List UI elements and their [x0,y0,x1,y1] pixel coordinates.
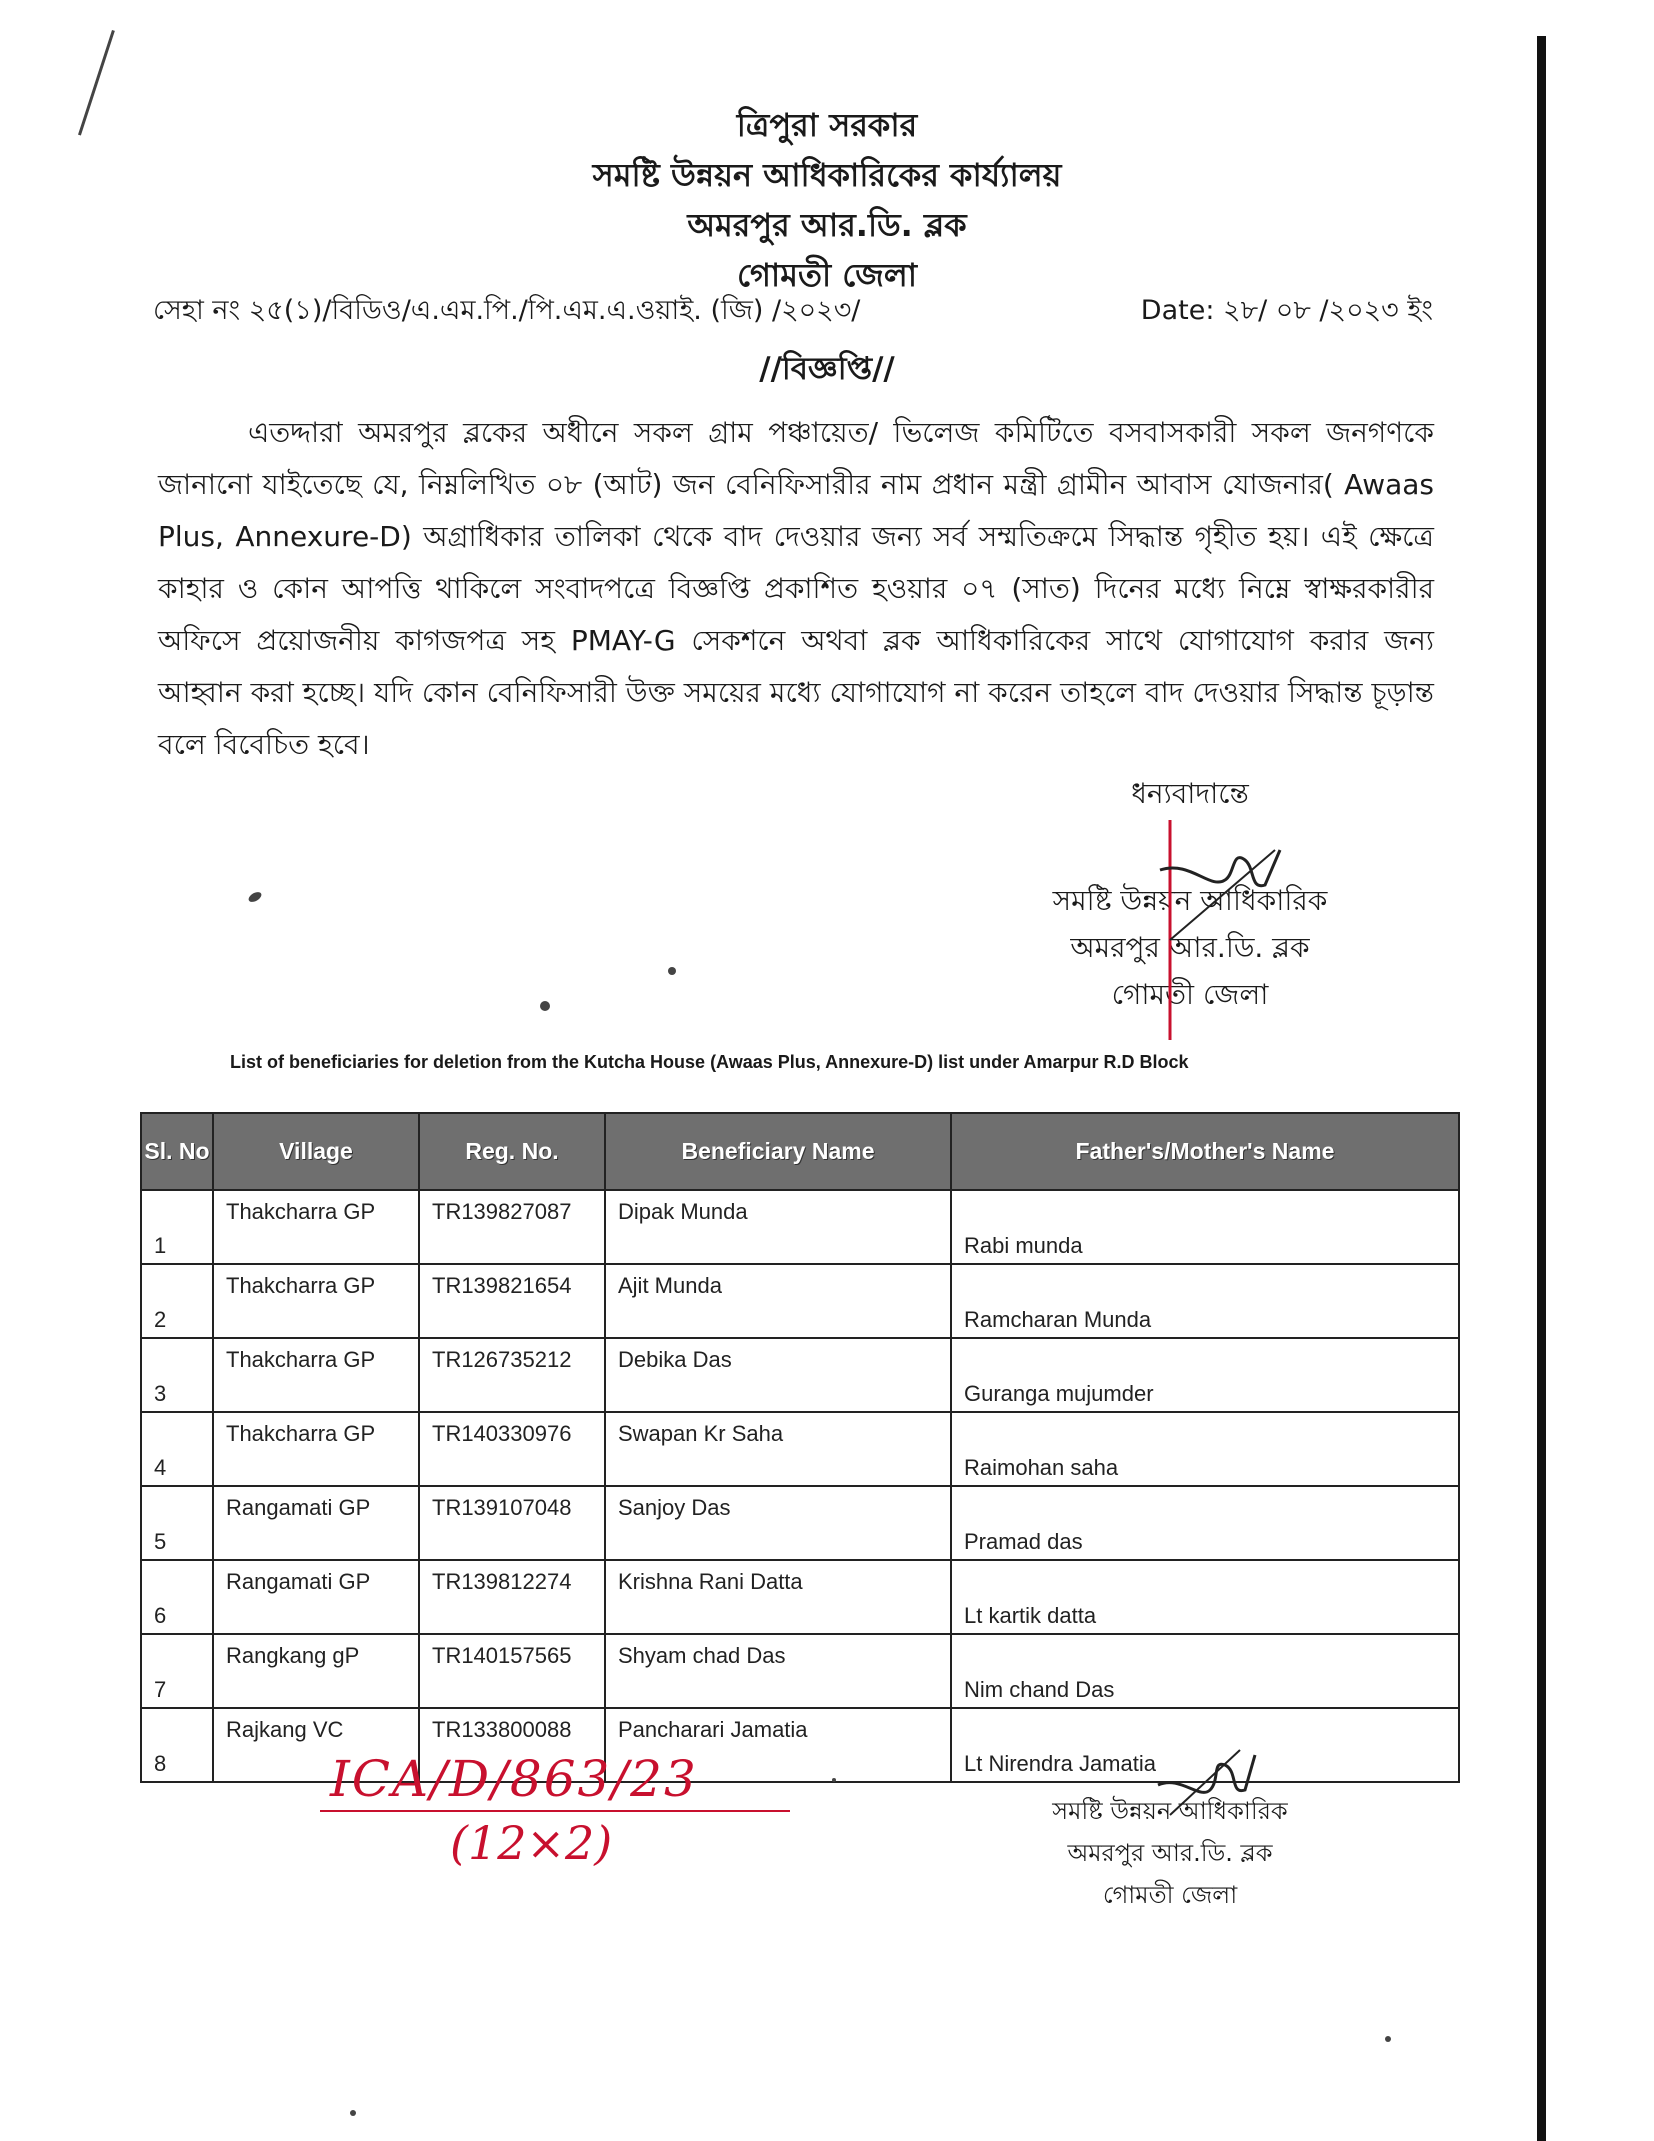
header-office: সমষ্টি উন্নয়ন আধিকারিকের কার্য্যালয় [592,156,1062,194]
signature-block-bottom [1020,1790,1320,1916]
col-beneficiary-name: Beneficiary Name [605,1113,951,1190]
thanks-text: ধন্যবাদান্তে [1131,777,1249,810]
cell-village: Thakcharra GP [213,1412,419,1486]
cell-parent: Guranga mujumder [951,1338,1459,1412]
table-row [141,1338,1459,1412]
table-row [141,1560,1459,1634]
table-row [141,1634,1459,1708]
cell-parent: Lt kartik datta [951,1560,1459,1634]
cell-reg: TR133800088 [419,1708,605,1782]
cell-name: Swapan Kr Saha [605,1412,951,1486]
cell-village: Thakcharra GP [213,1264,419,1338]
signatory-title: সমষ্টি উন্নয়ন আধিকারিক [1052,884,1328,917]
signatory-district: গোমতী জেলা [1111,978,1269,1011]
scan-speck [668,967,676,975]
handwritten-file-number [330,1750,790,1870]
scan-speck [1385,2036,1391,2042]
cell-parent: Raimohan saha [951,1412,1459,1486]
cell-sl: 4 [141,1412,213,1486]
cell-name: Sanjoy Das [605,1486,951,1560]
beneficiary-table [140,1112,1460,1783]
scan-speck [832,1778,836,1782]
table-row [141,1190,1459,1264]
col-village: Village [213,1113,419,1190]
cell-reg: TR140157565 [419,1634,605,1708]
signatory-office: অমরপুর আর.ডি. ব্লক [1070,931,1310,964]
cell-sl: 8 [141,1708,213,1782]
cell-name: Dipak Munda [605,1190,951,1264]
memo-reference-row [153,290,1433,335]
cell-parent: Ramcharan Munda [951,1264,1459,1338]
table-caption: List of beneficiaries for deletion from the Kutcha House (Awaas Plus, Annexure-D) list under Amarpur R.D Block [230,1052,1189,1072]
cell-reg: TR126735212 [419,1338,605,1412]
col-reg-no: Reg. No. [419,1113,605,1190]
table-row [141,1264,1459,1338]
scan-speck [350,2110,356,2116]
cell-name: Ajit Munda [605,1264,951,1338]
memo-number: সেহা নং ২৫(১)/বিডিও/এ.এম.পি./পি.এম.এ.ওয়াই. (জি) /২০২৩/ [153,295,861,326]
header-government: ত্রিপুরা সরকার [736,106,918,144]
cell-parent: Pramad das [951,1486,1459,1560]
table-row [141,1486,1459,1560]
scan-speck [247,890,263,904]
handwritten-signature-top [1150,790,1290,1050]
cell-parent: Nim chand Das [951,1634,1459,1708]
cell-sl: 3 [141,1338,213,1412]
cell-parent: Lt Nirendra Jamatia [951,1708,1459,1782]
table-row [141,1412,1459,1486]
notice-title: //বিজ্ঞপ্তি// [759,351,895,387]
header-district: গোমতী জেলা [736,256,918,294]
file-number-sub: (12×2) [450,1816,613,1870]
col-parent-name: Father's/Mother's Name [951,1113,1459,1190]
cell-village: Thakcharra GP [213,1338,419,1412]
file-number-line: ICA/D/863/23 [330,1750,698,1808]
cell-sl: 1 [141,1190,213,1264]
cell-village: Rangkang gP [213,1634,419,1708]
signatory-title: সমষ্টি উন্নয়ন আধিকারিক [1052,1797,1288,1825]
cell-sl: 7 [141,1634,213,1708]
signatory-district: গোমতী জেলা [1102,1881,1238,1909]
cell-village: Rajkang VC [213,1708,419,1782]
cell-reg: TR139812274 [419,1560,605,1634]
cell-reg: TR139107048 [419,1486,605,1560]
memo-date: Date: ২৮/ ০৮ /২০২৩ ইং [1140,295,1433,326]
office-header [0,100,1654,300]
signatory-office: অমরপুর আর.ডি. ব্লক [1067,1839,1273,1867]
cell-village: Rangamati GP [213,1486,419,1560]
cell-village: Thakcharra GP [213,1190,419,1264]
cell-reg: TR140330976 [419,1412,605,1486]
table-header-row [141,1113,1459,1190]
cell-name: Krishna Rani Datta [605,1560,951,1634]
cell-sl: 6 [141,1560,213,1634]
cell-reg: TR139821654 [419,1264,605,1338]
header-block: অমরপুর আর.ডি. ব্লক [687,206,967,244]
handwritten-underline [320,1810,790,1812]
cell-name: Debika Das [605,1338,951,1412]
cell-sl: 5 [141,1486,213,1560]
col-sl-no: Sl. No [141,1113,213,1190]
scan-speck [540,1001,550,1011]
cell-name: Shyam chad Das [605,1634,951,1708]
cell-village: Rangamati GP [213,1560,419,1634]
cell-parent: Rabi munda [951,1190,1459,1264]
cell-sl: 2 [141,1264,213,1338]
cell-name: Pancharari Jamatia [605,1708,951,1782]
notice-body: এতদ্দারা অমরপুর ব্লকের অধীনে সকল গ্রাম পঞ্চায়েত/ ভিলেজ কমিটিতে বসবাসকারী সকল জনগণকে জানানো যাইতেছে যে, নিম্নলিখিত ০৮ (আট) জন বেনিফিসারীর নাম প্রধান মন্ত্রী গ্রামীন আবাস যোজনার( Awaas Plus, Annexure-D) অগ্রাধিকার তালিকা থেকে বাদ দেওয়ার জন্য সর্ব সম্মতিক্রমে সিদ্ধান্ত গৃহীত হয়। এই ক্ষেত্রে কাহার ও কোন আপত্তি থাকিলে সংবাদপত্রে বিজ্ঞপ্তি প্রকাশিত হওয়ার ০৭ (সাত) দিনের মধ্যে নিম্নে স্বাক্ষরকারীর অফিসে প্রয়োজনীয় কাগজপত্র সহ PMAY-G সেকশনে অথবা ব্লক আধিকারিকের সাথে যোগাযোগ করার জন্য আহ্বান করা হচ্ছে। যদি কোন বেনিফিসারী উক্ত সময়ের মধ্যে যোগাযোগ না করেন তাহলে বাদ দেওয়ার সিদ্ধান্ত চূড়ান্ত বলে বিবেচিত হবে। [158,416,1434,761]
cell-reg: TR139827087 [419,1190,605,1264]
